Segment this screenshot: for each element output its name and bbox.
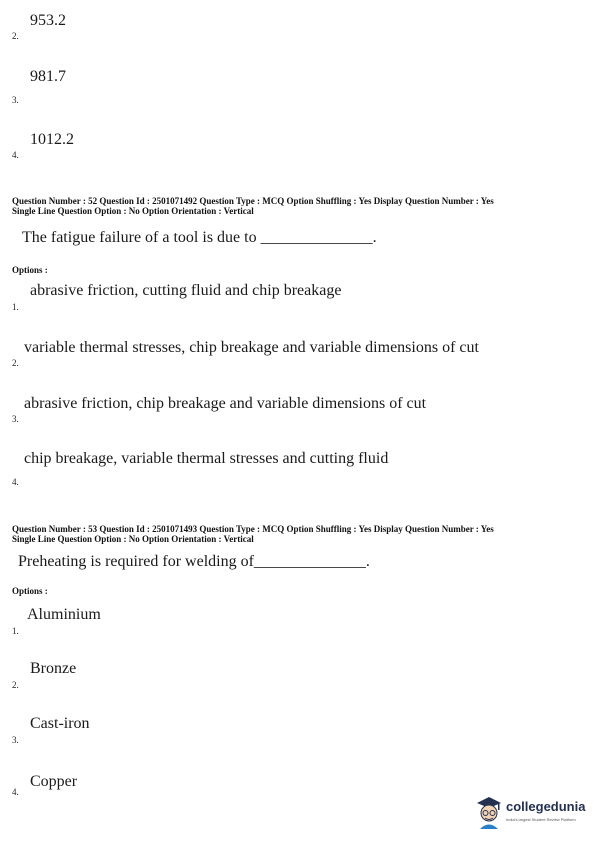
prev-option-4-number: 4. xyxy=(12,150,19,160)
q53-question-text: Preheating is required for welding of______________. xyxy=(18,553,370,570)
q53-option-2-number: 2. xyxy=(12,680,19,690)
q53-option-3-number: 3. xyxy=(12,735,19,745)
prev-option-4-text: 1012.2 xyxy=(30,131,74,148)
q52-option-3-text: abrasive friction, chip breakage and variable dimensions of cut xyxy=(24,395,427,412)
q53-options-label: Options : xyxy=(12,586,48,596)
q53-option-1-text: Aluminium xyxy=(27,606,101,623)
q53-meta-line1: Question Number : 53 Question Id : 2501071493 Question Type : MCQ Option Shuffling : Yes Display Question Number : Yes xyxy=(12,524,494,534)
q52-option-3-number: 3. xyxy=(12,414,19,424)
q52-option-4-text: chip breakage, variable thermal stresses and cutting fluid xyxy=(24,450,389,467)
brand-tagline: India's largest Student Review Platform xyxy=(506,817,576,822)
prev-option-2-number: 2. xyxy=(12,31,19,41)
q52-option-2-text: variable thermal stresses, chip breakage and variable dimensions of cut xyxy=(24,339,479,356)
q53-meta-line2: Single Line Question Option : No Option Orientation : Vertical xyxy=(12,534,254,544)
q52-meta-line1: Question Number : 52 Question Id : 2501071492 Question Type : MCQ Option Shuffling : Yes Display Question Number : Yes xyxy=(12,196,494,206)
q52-option-4-number: 4. xyxy=(12,477,19,487)
q52-options-label: Options : xyxy=(12,265,48,275)
prev-option-3-text: 981.7 xyxy=(30,68,66,85)
prev-option-3-number: 3. xyxy=(12,95,19,105)
q53-option-4-number: 4. xyxy=(12,787,19,797)
q53-option-3-text: Cast-iron xyxy=(30,715,90,732)
q53-option-4-text: Copper xyxy=(30,773,78,790)
q53-option-2-text: Bronze xyxy=(30,660,77,677)
q52-option-1-text: abrasive friction, cutting fluid and chip breakage xyxy=(30,282,342,299)
q53-option-1-number: 1. xyxy=(12,626,19,636)
brand-name: collegedunia xyxy=(506,799,586,814)
q52-option-1-number: 1. xyxy=(12,302,19,312)
collegedunia-watermark xyxy=(474,792,590,832)
prev-option-2-text: 953.2 xyxy=(30,12,66,29)
q52-option-2-number: 2. xyxy=(12,358,19,368)
student-mascot-icon xyxy=(474,794,504,830)
q52-question-text: The fatigue failure of a tool is due to ______________. xyxy=(22,229,377,246)
q52-meta-line2: Single Line Question Option : No Option Orientation : Vertical xyxy=(12,206,254,216)
